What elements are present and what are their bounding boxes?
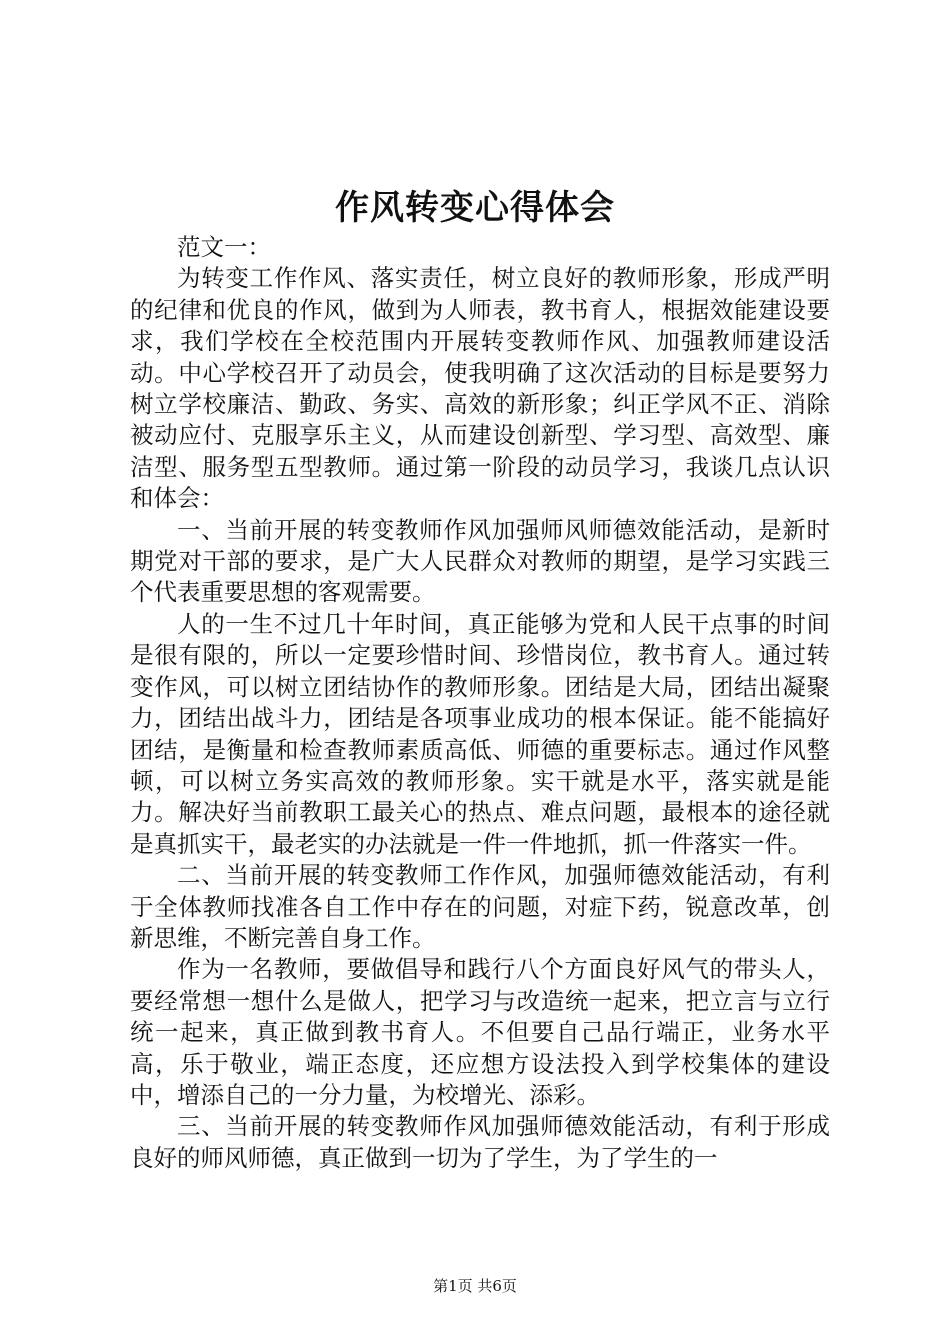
paragraph: 三、当前开展的转变教师作风加强师德效能活动，有利于形成良好的师风师德，真正做到一切为了学生，为了学生的一 (130, 1112, 830, 1172)
document-title: 作风转变心得体会 (335, 188, 615, 228)
paragraph: 范文一： (177, 233, 271, 261)
page-footer: 第1页 共6页 (433, 1277, 517, 1295)
paragraph: 人的一生不过几十年时间，真正能够为党和人民干点事的时间是很有限的，所以一定要珍惜时间、珍惜岗位，教书育人。通过转变作风，可以树立团结协作的教师形象。团结是大局，团结出凝聚力，团结出战斗力，团结是各项事业成功的根本保证。能不能搞好团结，是衡量和检查教师素质高低、师德的重要标志。通过作风整顿，可以树立务实高效的教师形象。实干就是水平，落实就是能力。解决好当前教职工最关心的热点、难点问题，最根本的途径就是真抓实干，最老实的办法就是一件一件地抓，抓一件落实一件。 (130, 609, 830, 858)
document-body (130, 232, 830, 1174)
paragraph: 二、当前开展的转变教师工作作风，加强师德效能活动，有利于全体教师找准各自工作中存在的问题，对症下药，锐意改革，创新思维，不断完善自身工作。 (130, 861, 830, 952)
paragraph: 为转变工作作风、落实责任，树立良好的教师形象，形成严明的纪律和优良的作风，做到为人师表，教书育人，根据效能建设要求，我们学校在全校范围内开展转变教师作风、加强教师建设活动。中心学校召开了动员会，使我明确了这次活动的目标是要努力树立学校廉洁、勤政、务实、高效的新形象；纠正学风不正、消除被动应付、克服享乐主义，从而建设创新型、学习型、高效型、廉洁型、服务型五型教师。通过第一阶段的动员学习，我谈几点认识和体会： (130, 264, 830, 513)
paragraph: 一、当前开展的转变教师作风加强师风师德效能活动，是新时期党对干部的要求，是广大人民群众对教师的期望，是学习实践三个代表重要思想的客观需要。 (130, 515, 830, 607)
paragraph: 作为一名教师，要做倡导和践行八个方面良好风气的带头人，要经常想一想什么是做人，把学习与改造统一起来，把立言与立行统一起来，真正做到教书育人。不但要自己品行端正，业务水平高，乐于敬业，端正态度，还应想方设法投入到学校集体的建设中，增添自己的一分力量，为校增光、添彩。 (130, 955, 830, 1109)
